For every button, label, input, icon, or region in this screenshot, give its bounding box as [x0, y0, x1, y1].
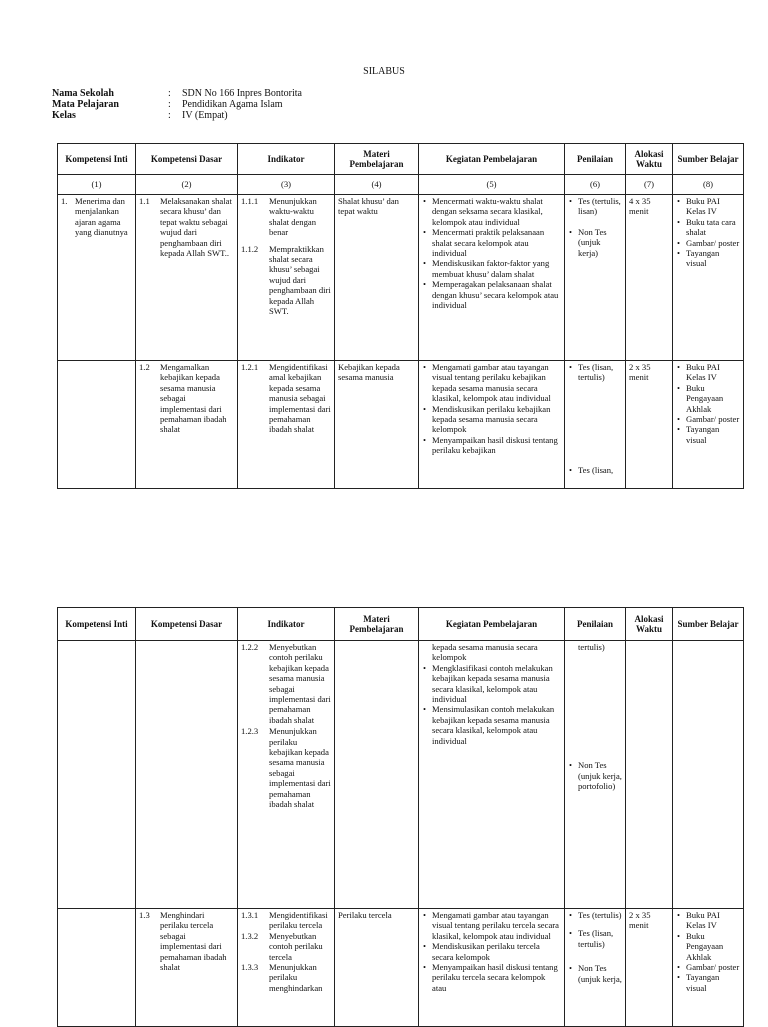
- sumber-item: • Gambar/ poster: [686, 238, 740, 248]
- header-cell: Kompetensi Dasar: [136, 144, 238, 175]
- kompetensi-dasar-cell: [136, 361, 238, 489]
- header-cell: Materi Pembelajaran: [335, 608, 419, 641]
- penilaian-cell: [565, 909, 626, 1027]
- indikator-cell: [238, 641, 335, 909]
- penilaian-cell: [565, 361, 626, 489]
- indicator-text: Menunjukkan perilaku menghindarkan: [269, 962, 323, 993]
- table-row: [58, 361, 744, 489]
- sumber-item: • Tayangan visual: [686, 424, 740, 445]
- indicator-text: Menyebutkan contoh perilaku tercela: [269, 930, 323, 962]
- meta-value: IV (Empat): [182, 110, 228, 121]
- indikator-cell: [238, 195, 335, 361]
- kegiatan-item: • Mengklasifikasi contoh melakukan kebajikan kepada sesama manusia secara klasikal, kelompok atau individual: [432, 663, 561, 705]
- header-cell: Kompetensi Dasar: [136, 608, 238, 641]
- document-meta: [52, 88, 302, 121]
- penilaian-item: • Tes (tertulis, lisan): [578, 196, 622, 217]
- sumber-cell: [673, 361, 744, 489]
- indicator-text: Mengidentifikasi amal kebajikan kepada sesama manusia sebagai implementasi dari pemahaman ibadah shalat: [269, 362, 331, 435]
- sumber-item: • Buku PAI Kelas IV: [686, 910, 740, 931]
- sumber-item: • Buku Pengayaan Akhlak: [686, 931, 740, 962]
- indicator-number: 1.1.1: [241, 196, 259, 206]
- indicator-text: Menunjukkan perilaku kebajikan kepada sesama manusia sebagai implementasi dari pemahaman ibadah shalat: [269, 726, 331, 810]
- materi-cell: [335, 641, 419, 909]
- header-cell: Kegiatan Pembelajaran: [419, 608, 565, 641]
- sumber-cell: [673, 641, 744, 909]
- kd-number: 1.2: [139, 362, 150, 372]
- indicator-number: 1.3.3: [241, 962, 259, 973]
- meta-row-school: [52, 88, 302, 99]
- column-number: (7): [626, 175, 673, 195]
- syllabus-table-page2: [57, 607, 744, 1027]
- materi-cell: Perilaku tercela: [335, 909, 419, 1027]
- sumber-cell: [673, 195, 744, 361]
- table-row: [58, 909, 744, 1027]
- meta-colon: :: [168, 88, 171, 99]
- indicator-text: Menunjukkan waktu-waktu shalat dengan benar: [269, 196, 317, 238]
- document-title: SILABUS: [363, 66, 405, 77]
- kegiatan-item: • Mendiskusikan perilaku kebajikan kepada sesama manusia secara kelompok: [432, 404, 561, 435]
- header-cell: Alokasi Waktu: [626, 608, 673, 641]
- kegiatan-item: • Mengamati gambar atau tayangan visual tentang perilaku kebajikan kepada sesama manusia secara klasikal, kelompok atau individual: [432, 362, 561, 404]
- table-row: [58, 195, 744, 361]
- alokasi-cell: 2 x 35 menit: [626, 361, 673, 489]
- kompetensi-dasar-cell: [136, 641, 238, 909]
- ki-text: Menerima dan menjalankan ajaran agama yang dianutnya: [75, 196, 128, 238]
- column-number: (6): [565, 175, 626, 195]
- sumber-cell: [673, 909, 744, 1027]
- indicator-number: 1.3.2: [241, 930, 259, 941]
- indicator-text: Menyebutkan contoh perilaku kebajikan kepada sesama manusia sebagai implementasi dari pemahaman ibadah shalat: [269, 642, 331, 725]
- header-cell: Kegiatan Pembelajaran: [419, 144, 565, 175]
- kompetensi-dasar-cell: [136, 909, 238, 1027]
- sumber-item: • Tayangan visual: [686, 248, 740, 269]
- materi-cell: Shalat khusu’ dan tepat waktu: [335, 195, 419, 361]
- penilaian-item: • Tes (lisan, tertulis): [578, 362, 622, 383]
- meta-label: Nama Sekolah: [52, 88, 114, 99]
- header-cell: Sumber Belajar: [673, 144, 744, 175]
- syllabus-table-page1: [57, 143, 744, 489]
- kegiatan-item: • Mengamati gambar atau tayangan visual tentang perilaku tercela secara klasikal, kelompok atau individual: [432, 910, 561, 941]
- kegiatan-item: • Menyampaikan hasil diskusi tentang perilaku kebajikan: [432, 435, 561, 456]
- penilaian-item: • Non Tes (unjuk kerja, portofolio): [578, 760, 622, 791]
- kegiatan-item: • Memperagakan pelaksanaan shalat dengan khusu’ secara kelompok atau individual: [432, 279, 561, 310]
- table-row: [58, 641, 744, 909]
- indicator-text: Mengidentifikasi perilaku tercela: [269, 910, 328, 931]
- penilaian-cell: [565, 195, 626, 361]
- penilaian-cell: [565, 641, 626, 909]
- sumber-item: • Buku PAI Kelas IV: [686, 362, 740, 383]
- ki-number: 1.: [61, 196, 68, 206]
- kompetensi-inti-cell: [58, 909, 136, 1027]
- meta-row-class: [52, 110, 302, 121]
- sumber-item: • Gambar/ poster: [686, 962, 740, 972]
- header-cell: Sumber Belajar: [673, 608, 744, 641]
- kegiatan-item: • Mensimulasikan contoh melakukan kebajikan kepada sesama manusia secara klasikal, kelompok atau individual: [432, 704, 561, 746]
- sumber-item: • Buku PAI Kelas IV: [686, 196, 740, 217]
- header-cell: Penilaian: [565, 144, 626, 175]
- kompetensi-inti-cell: [58, 361, 136, 489]
- alokasi-cell: 4 x 35 menit: [626, 195, 673, 361]
- column-number: (1): [58, 175, 136, 195]
- kegiatan-continuation: kepada sesama manusia secara kelompok: [432, 642, 538, 663]
- kegiatan-cell: [419, 909, 565, 1027]
- penilaian-item: • Tes (lisan,: [578, 465, 622, 475]
- indicator-number: 1.3.1: [241, 910, 259, 920]
- kegiatan-cell: [419, 195, 565, 361]
- kegiatan-item: • Mencermati waktu-waktu shalat dengan seksama secara klasikal, kelompok atau individual: [432, 196, 561, 227]
- kegiatan-cell: [419, 361, 565, 489]
- column-number: (4): [335, 175, 419, 195]
- meta-colon: :: [168, 110, 171, 121]
- sumber-item: • Tayangan visual: [686, 972, 740, 993]
- kd-text: Mengamalkan kebajikan kepada sesama manusia sebagai implementasi dari pemahaman ibadah shalat: [160, 362, 227, 435]
- kd-number: 1.3: [139, 910, 150, 920]
- sumber-item: • Buku tata cara shalat: [686, 217, 740, 238]
- kegiatan-cell: [419, 641, 565, 909]
- indicator-number: 1.2.1: [241, 362, 259, 372]
- header-cell: Indikator: [238, 608, 335, 641]
- header-cell: Materi Pembelajaran: [335, 144, 419, 175]
- indicator-number: 1.1.2: [241, 243, 259, 254]
- column-number-row: [58, 175, 744, 195]
- meta-value: SDN No 166 Inpres Bontorita: [182, 88, 302, 99]
- indicator-number: 1.2.2: [241, 642, 259, 652]
- alokasi-cell: [626, 641, 673, 909]
- column-number: (3): [238, 175, 335, 195]
- kegiatan-item: • Menyampaikan hasil diskusi tentang perilaku tercela secara kelompok atau: [432, 962, 561, 993]
- sumber-item: • Gambar/ poster: [686, 414, 740, 424]
- column-number: (5): [419, 175, 565, 195]
- materi-cell: Kebajikan kepada sesama manusia: [335, 361, 419, 489]
- meta-value: Pendidikan Agama Islam: [182, 99, 283, 110]
- penilaian-item: • Tes (lisan, tertulis): [578, 928, 622, 949]
- kd-text: Melaksanakan shalat secara khusu’ dan tepat waktu sebagai wujud dari penghambaan diri kepada Allah SWT..: [160, 196, 232, 259]
- meta-label: Kelas: [52, 110, 76, 121]
- penilaian-continuation: tertulis): [578, 642, 605, 652]
- header-cell: Kompetensi Inti: [58, 144, 136, 175]
- indicator-text: Mempraktikkan shalat secara khusu’ sebagai wujud dari penghambaan diri kepada Allah SWT.: [269, 243, 331, 317]
- kd-number: 1.1: [139, 196, 150, 206]
- penilaian-item: • Non Tes (unjuk kerja): [578, 227, 622, 258]
- meta-colon: :: [168, 99, 171, 110]
- header-row: [58, 144, 744, 175]
- indikator-cell: [238, 909, 335, 1027]
- sumber-item: • Buku Pengayaan Akhlak: [686, 383, 740, 414]
- indicator-number: 1.2.3: [241, 726, 259, 737]
- header-cell: Penilaian: [565, 608, 626, 641]
- kegiatan-item: • Mencermati praktik pelaksanaan shalat secara kelompok atau individual: [432, 227, 561, 258]
- kegiatan-item: • Mendiskusikan perilaku tercela secara kelompok: [432, 941, 561, 962]
- column-number: (8): [673, 175, 744, 195]
- alokasi-cell: 2 x 35 menit: [626, 909, 673, 1027]
- header-cell: Kompetensi Inti: [58, 608, 136, 641]
- meta-row-subject: [52, 99, 302, 110]
- penilaian-item: • Tes (tertulis): [578, 910, 622, 920]
- header-cell: Alokasi Waktu: [626, 144, 673, 175]
- header-row: [58, 608, 744, 641]
- meta-label: Mata Pelajaran: [52, 99, 119, 110]
- indikator-cell: [238, 361, 335, 489]
- kompetensi-inti-cell: [58, 195, 136, 361]
- kompetensi-dasar-cell: [136, 195, 238, 361]
- kompetensi-inti-cell: [58, 641, 136, 909]
- kegiatan-item: • Mendiskusikan faktor-faktor yang membuat khusu’ dalam shalat: [432, 258, 561, 279]
- penilaian-item: • Non Tes (unjuk kerja,: [578, 963, 622, 984]
- header-cell: Indikator: [238, 144, 335, 175]
- kd-text: Menghindari perilaku tercela sebagai implementasi dari pemahaman ibadah shalat: [160, 910, 227, 973]
- column-number: (2): [136, 175, 238, 195]
